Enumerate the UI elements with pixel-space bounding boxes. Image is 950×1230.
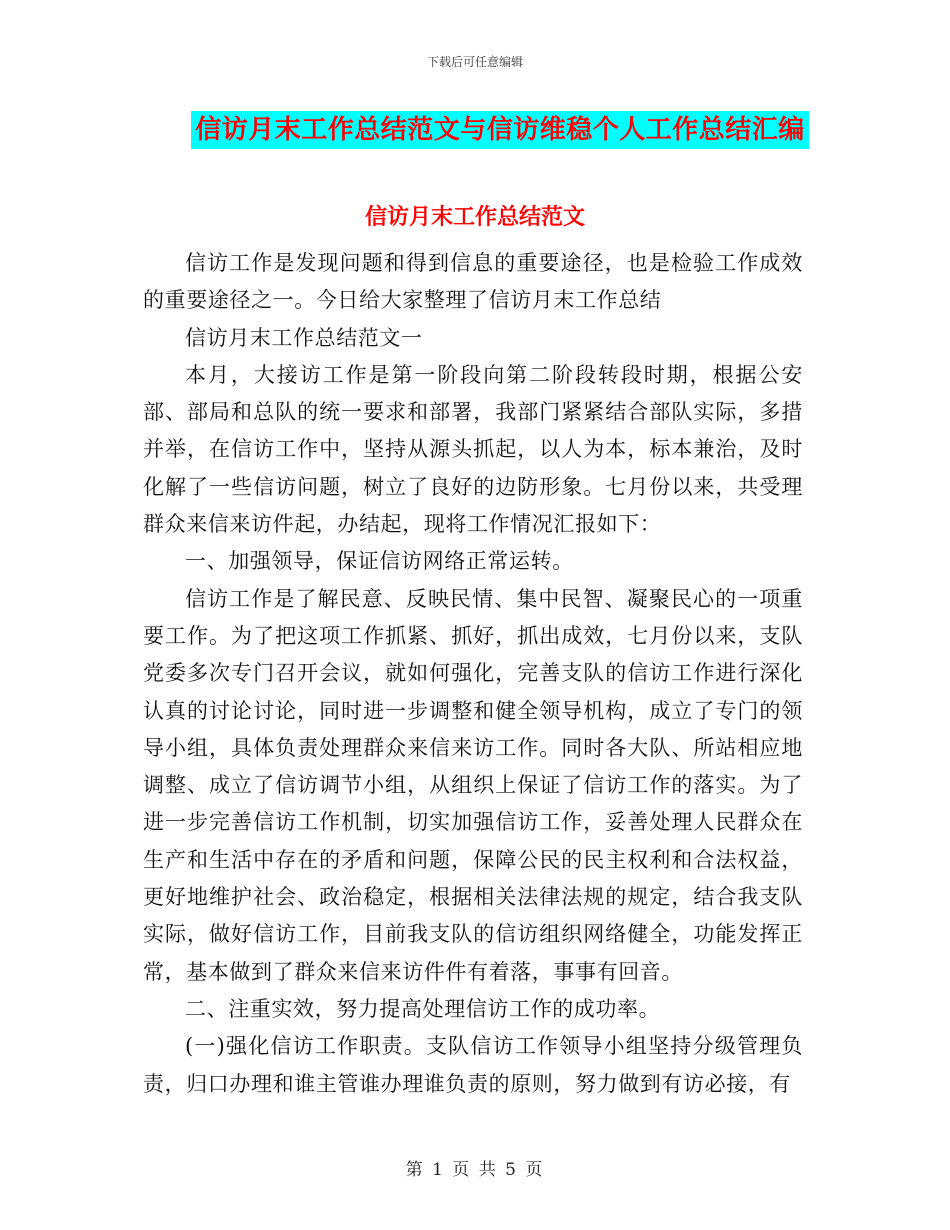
main-title-container (0, 111, 950, 149)
section-heading: 信访月末工作总结范文一 (185, 325, 423, 350)
paragraph: 信访工作是发现问题和得到信息的重要途径，也是检验工作成效的重要途径之一。今日给大家整理了信访月末工作总结 (143, 251, 803, 313)
sub-title: 信访月末工作总结范文 (364, 204, 585, 230)
section-heading: 二、注重实效，努力提高处理信访工作的成功率。 (185, 996, 661, 1021)
paragraph: (一)强化信访工作职责。支队信访工作领导小组坚持分级管理负责，归口办理和谁主管谁办理谁负责的原则，努力做到有访必接，有 (143, 1034, 803, 1096)
document-body (143, 245, 803, 1103)
main-title: 信访月末工作总结范文与信访维稳个人工作总结汇编 (191, 111, 809, 149)
paragraph: 信访工作是了解民意、反映民情、集中民智、凝聚民心的一项重要工作。为了把这项工作抓紧、抓好，抓出成效，七月份以来，支队党委多次专门召开会议，就如何强化，完善支队的信访工作进行深化认真的讨论讨论，同时进一步调整和健全领导机构，成立了专门的领导小组，具体负责处理群众来信来访工作。同时各大队、所站相应地调整、成立了信访调节小组，从组织上保证了信访工作的落实。为了进一步完善信访工作机制，切实加强信访工作，妥善处理人民群众在生产和生活中存在的矛盾和问题，保障公民的民主权利和合法权益，更好地维护社会、政治稳定，根据相关法律法规的规定，结合我支队实际，做好信访工作，目前我支队的信访组织网络健全，功能发挥正常，基本做到了群众来信来访件件有着落，事事有回音。 (143, 586, 803, 984)
section-heading: 一、加强领导，保证信访网络正常运转。 (185, 549, 574, 574)
paragraph: 本月，大接访工作是第一阶段向第二阶段转段时期，根据公安部、部局和总队的统一要求和部署，我部门紧紧结合部队实际，多措并举，在信访工作中，坚持从源头抓起，以人为本，标本兼治，及时化解了一些信访问题，树立了良好的边防形象。七月份以来，共受理群众来信来访件起，办结起，现将工作情况汇报如下： (143, 362, 803, 537)
page-footer: 第 1 页 共 5 页 (405, 1160, 545, 1180)
header-note: 下载后可任意编辑 (426, 55, 523, 69)
